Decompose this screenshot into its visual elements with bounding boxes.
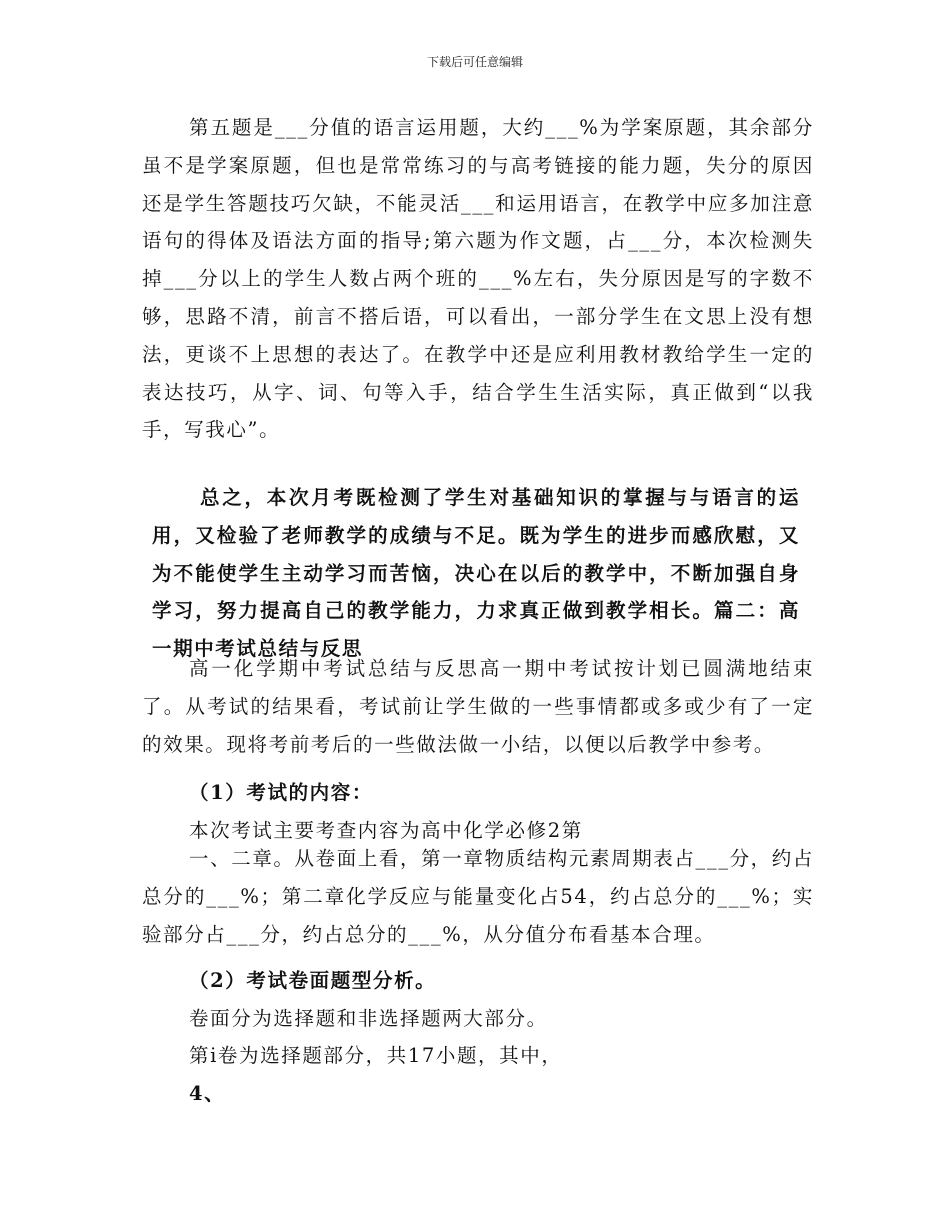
paragraph-question-five: 第五题是___分值的语言运用题，大约___%为学案原题，其余部分虽不是学案原题，但也是常常练习的与高考链接的能力题，失分的原因还是学生答题技巧欠缺，不能灵活___和运用语言，在教学中应多加注意语句的得体及语法方面的指导;第六题为作文题，占___分，本次检测失掉___分以上的学生人数占两个班的___%左右，失分原因是写的字数不够，思路不清，前言不搭后语，可以看出，一部分学生在文思上没有想法，更谈不上思想的表达了。在教学中还是应利用教材教给学生一定的表达技巧，从字、词、句等入手，结合学生生活实际，真正做到“以我手，写我心”。: [142, 116, 814, 442]
paragraph-chemistry-intro: 高一化学期中考试总结与反思高一期中考试按计划已圆满地结束了。从考试的结果看，考试前让学生做的一些事情都或多或少有了一定的效果。现将考前考后的一些做法做一小结，以便以后教学中参考。: [142, 657, 814, 756]
list-marker-four: 4、: [189, 1082, 226, 1105]
heading-question-types: （2）考试卷面题型分析。: [189, 969, 437, 992]
paragraph-score-distribution: 一、二章。从卷面上看，第一章物质结构元素周期表占___分，约占总分的___%；第二章化学反应与能量变化占54，约占总分的___%；实验部分占___分，约占总分的___%，从分值分布看基本合理。: [142, 847, 814, 946]
heading-exam-content: （1）考试的内容：: [189, 781, 373, 804]
paragraph-part-one: 第ⅰ卷为选择题部分，共17小题，其中，: [189, 1044, 563, 1067]
paragraph-paper-parts: 卷面分为选择题和非选择题两大部分。: [189, 1007, 548, 1030]
paragraph-exam-scope: 本次考试主要考查内容为高中化学必修2第: [189, 819, 583, 842]
paragraph-summary: 总之，本次月考既检测了学生对基础知识的掌握与与语言的运用，又检验了老师教学的成绩与不足。既为学生的进步而感欣慰，又为不能使学生主动学习而苦恼，决心在以后的教学中，不断加强自身学习，努力提高自己的教学能力，力求真正做到教学相长。篇二：高一期中考试总结与反思: [152, 486, 800, 661]
page-header: 下载后可任意编辑: [426, 55, 523, 69]
